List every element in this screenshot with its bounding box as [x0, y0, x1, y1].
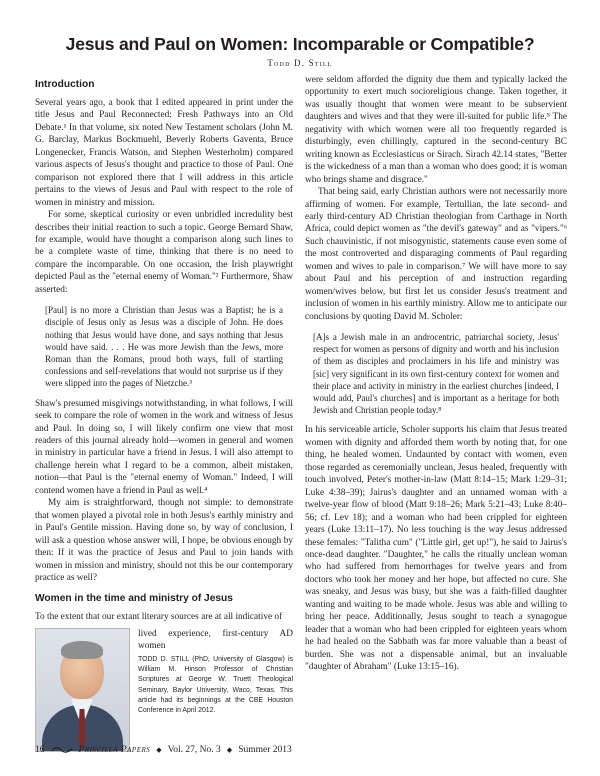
right-paragraph-2: That being said, early Christian authors were not necessarily more affirming of women. For example, Tertullian, the late second- and early third-century AD Christian theologian from Carthage in North Africa, could depict women as "the devil's gateway" and as "vipers."⁶ Such chauvinistic, if not misogynistic, statements cause even some of the most controverted and disparaging comments of Paul regarding women and wives to pale in comparison.⁷ We will have more to say about Paul and his perception of and instruction regarding women/wives below, but first let us consider Jesus's treatment and inclusion of women in his earthly ministry. Allow me to anticipate our conclusions by quoting David M. Scholer:	[305, 187, 567, 322]
section-paragraph-start: To the extent that our extant literary sources are at all indicative of	[35, 612, 283, 623]
journal-name: Priscilla Papers	[78, 745, 151, 755]
separator-2: ◆	[226, 746, 233, 754]
scholer-block-quote: [A]s a Jewish male in an androcentric, patriarchal society, Jesus' respect for women as persons of dignity and worth and his inclusion of them as disciples and proclaimers in his life and ministry was [sic] very significant in its own first-century context for women and their place and activity in ministry in the earliest churches [indeed, I would add, Paul's churches] and is important as a heritage for both Jewish and Christian people today.⁸	[313, 332, 559, 416]
right-paragraph-1: were seldom afforded the dignity due them and typically lacked the opportunity to exert much socioreligious change. Taken together, it was usually thought that women were meant to be subservient daughters and wives and that they were ill-suited for public life.⁵ The negativity with which women were all too frequently regarded is disturbingly, even chillingly, captured in the second-century BC writing known as Ecclesiasticus or Sirach. Sirach 42.14 states, "Better is the wickedness of a man than a woman who does good; it is woman who brings shame and disgrace."	[305, 75, 567, 185]
intro-paragraph-1: Several years ago, a book that I edited appeared in print under the title Jesus and Paul Reconnected: Fresh Pathways into an Old Debate.¹ In that volume, six noted New Testament scholars (John M. G. Barclay, Markus Bockmuehl, Beverly Roberts Gaventa, Bruce Longenecker, Francis Watson, and Stephen Westerholm) compared various aspects of Jesus's thought and practice to those of Paul. One comparison not explored there that I will address in this article pertains to the views of Jesus and Paul with respect to the role of women in ministry and mission.	[35, 98, 293, 208]
intro-paragraph-2: For some, skeptical curiosity or even unbridled incredulity best describes their initial reaction to such a topic. George Bernard Shaw, for example, would have thought a comparison along such lines to be a complete waste of time, thinking that there is no need to compare the incomparable. On one occasion, the Irish playwright depicted Paul as the "eternal enemy of Woman."² Furthermore, Shaw asserted:	[35, 210, 293, 295]
right-paragraph-3: In his serviceable article, Scholer supports his claim that Jesus treated women with dignity and afforded them worth by noting that, for one thing, he healed women. Undaunted by contact with women, even those regarded as ceremonially unclean, Jesus healed, frequently with touch involved, Peter's mother-in-law (Matt 8:14–15; Mark 1:29–31; Luke 4:38–39); Jairus's daughter and an unnamed woman with a twelve-year flow of blood (Matt 9:18–26; Mark 5:21–43; Luke 8:40–56; cf. Lev 18); and a woman who had been crippled for eighteen years (Luke 13:11–17). No less touching is the way Jesus addressed these females: "Talitha cum" ("Little girl, get up!"), he said to Jairus's once-dead daughter. "Daughter," he calls the ritually unclean woman who had suffered from hemorrhages for twelve years and from doctors who took her money and her hope, but affected no cure. She was sneaky, and Jesus was busy, but she was a faith-filled daughter wanting and waiting to be made whole. Jesus was able and willing to bring her peace. Additionally, Jesus sought to teach a synagogue leader that a woman who had been crippled for eighteen years whom he had healed on the Sabbath was far more valuable than a beast of burden. She was not a dispensable animal, but an invaluable "daughter of Abraham" (Luke 13:15–16).	[305, 425, 567, 673]
author-photo	[35, 628, 130, 752]
separator-1: ◆	[156, 746, 162, 754]
journal-volume: Vol. 27, No. 3	[167, 745, 221, 755]
page-number: 16	[35, 745, 45, 755]
left-column	[35, 74, 293, 752]
author-bio-text: TODD D. STILL (PhD, University of Glasgow) is William M. Hinson Professor of Christian Scriptures at George W. Truett Theological Seminary, Baylor University, Waco, Texas. This article had its beginnings at the CBE Houston Conference in April 2012.	[138, 655, 293, 715]
section-heading-women-jesus: Women in the time and ministry of Jesus	[35, 593, 233, 605]
author-bio-box	[35, 628, 293, 752]
journal-season: Summer 2013	[238, 745, 292, 755]
author-byline: Todd D. Still	[267, 58, 333, 68]
intro-paragraph-3: Shaw's presumed misgivings notwithstanding, in what follows, I will seek to compare the role of women in the work and witness of Jesus and Paul. In doing so, I will likely confirm one view that most readers of this journal already hold—women in general and women in ministry in particular have a friend in Jesus. I will also attempt to challenge herein what I regard to be a common, albeit mistaken, notion—that Paul is the "eternal enemy of Woman." Indeed, I will contend women have a friend in Paul as well.⁴	[35, 398, 293, 496]
right-column	[305, 74, 567, 674]
shaw-block-quote: [Paul] is no more a Christian than Jesus was a Baptist; he is a disciple of Jesus only as Jesus was a disciple of John. He does nothing that Jesus would have done, and says nothing that Jesus would have said. . . . He was more Jewish than the Jews, more Roman than the Romans, proud both ways, full of startling confessions and self-revelations that would not surprise us if they were slipped into the pages of Nietzche.³	[45, 305, 283, 389]
wave-ornament-icon	[51, 746, 73, 754]
article-title: Jesus and Paul on Women: Incomparable or Compatible?	[65, 34, 535, 54]
section-paragraph-continued: lived experience, first-century AD women	[138, 628, 293, 652]
page-footer	[35, 745, 292, 755]
introduction-heading: Introduction	[35, 79, 95, 90]
intro-paragraph-4: My aim is straightforward, though not simple: to demonstrate that women played a pivotal role in both Jesus's earthly ministry and in Paul's Gentile mission. Having done so, by way of conclusion, I will ask a question whose answer will, I hope, be obvious enough by then: If it was the practice of Jesus and Paul to join hands with women in mission and ministry, should not this be our contemporary practice as well?	[35, 498, 293, 584]
